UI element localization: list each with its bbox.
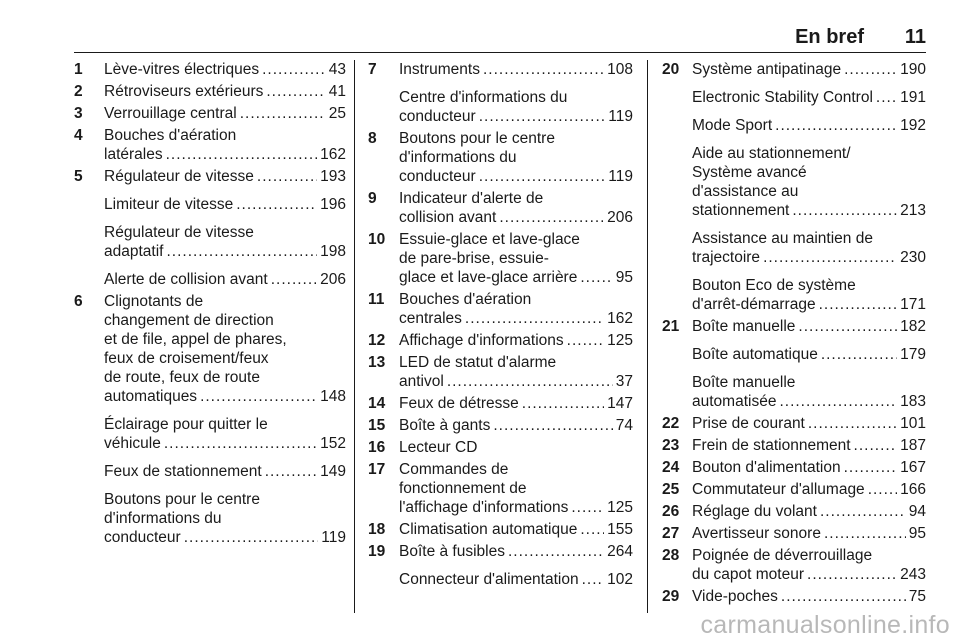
entry-text: Commutateur d'allumage — [692, 481, 865, 498]
dot-leader — [580, 520, 604, 539]
entry-text: Rétroviseurs extérieurs — [104, 83, 264, 100]
index-entry — [74, 60, 346, 79]
page-reference: 162 — [320, 146, 346, 163]
dot-leader — [483, 60, 604, 79]
index-entry — [368, 394, 633, 413]
index-entry — [368, 290, 633, 328]
entry-text: stationnement — [692, 202, 790, 219]
entry-text: LED de statut d'alarme — [399, 354, 557, 371]
index-entry — [368, 416, 633, 435]
entry-text: Mode Sport — [692, 117, 773, 134]
dot-leader — [580, 268, 612, 287]
entry-text: automatisée — [692, 393, 777, 410]
entry-text: latérales — [104, 146, 163, 163]
dot-leader — [257, 167, 317, 186]
entry-text: collision avant — [399, 209, 497, 226]
entry-text: Boîte à gants — [399, 417, 491, 434]
entry-text: Boîte à fusibles — [399, 543, 505, 560]
entry-text: et de file, appel de phares, — [104, 331, 287, 348]
dot-leader — [240, 104, 326, 123]
index-entry — [368, 230, 633, 287]
entry-text: Verrouillage central — [104, 105, 237, 122]
item-number: 25 — [662, 481, 680, 498]
item-number: 27 — [662, 525, 680, 542]
page-reference: 148 — [320, 388, 346, 405]
entry-text: glace et lave-glace arrière — [399, 269, 578, 286]
item-number: 29 — [662, 588, 680, 605]
index-entry — [662, 60, 926, 79]
dot-leader — [567, 331, 604, 350]
entry-text: Poignée de déverrouillage — [692, 547, 873, 564]
entry-text: Avertisseur sonore — [692, 525, 821, 542]
header-rule — [74, 52, 926, 53]
entry-text: Bouches d'aération — [104, 127, 237, 144]
page-reference: 43 — [328, 61, 346, 78]
page-reference: 155 — [607, 521, 633, 538]
index-entry — [368, 542, 633, 561]
index-entry — [662, 524, 926, 543]
dot-leader — [808, 414, 897, 433]
index-entry — [74, 82, 346, 101]
entry-text: Boutons pour le centre — [399, 130, 555, 147]
dot-leader — [854, 436, 898, 455]
dot-leader — [582, 570, 605, 589]
item-number: 21 — [662, 318, 680, 335]
item-number: 3 — [74, 105, 83, 122]
page-reference: 171 — [900, 296, 926, 313]
entry-text: de route, feux de route — [104, 369, 260, 386]
dot-leader — [868, 480, 897, 499]
dot-leader — [779, 392, 897, 411]
entry-text: conducteur — [399, 108, 476, 125]
entry-text: Affichage d'informations — [399, 332, 564, 349]
dot-leader — [798, 317, 897, 336]
page-reference: 213 — [900, 202, 926, 219]
index-entry — [662, 587, 926, 606]
page-reference: 198 — [320, 243, 346, 260]
watermark: carmanualsonline.info — [700, 611, 950, 639]
index-entry — [662, 317, 926, 336]
item-number: 11 — [368, 291, 385, 308]
entry-text: Bouches d'aération — [399, 291, 532, 308]
entry-text: véhicule — [104, 435, 161, 452]
entry-text: Système antipatinage — [692, 61, 842, 78]
index-entry — [662, 458, 926, 477]
index-entry — [368, 520, 633, 539]
index-entry — [662, 144, 926, 220]
entry-text: d'assistance au — [692, 183, 799, 200]
entry-text: Bouton Eco de système — [692, 277, 856, 294]
page-reference: 206 — [320, 271, 346, 288]
page-reference: 152 — [320, 435, 346, 452]
index-column-1 — [74, 60, 346, 547]
entry-text: de pare-brise, essuie- — [399, 250, 549, 267]
entry-text: Lève-vitres électriques — [104, 61, 260, 78]
dot-leader — [763, 248, 897, 267]
page-reference: 179 — [900, 346, 926, 363]
entry-text: centrales — [399, 310, 462, 327]
page-reference: 25 — [328, 105, 346, 122]
page-reference: 102 — [607, 571, 633, 588]
entry-text: Essuie-glace et lave-glace — [399, 231, 580, 248]
entry-text: changement de direction — [104, 312, 274, 329]
entry-text: trajectoire — [692, 249, 761, 266]
index-entry — [368, 129, 633, 186]
dot-leader — [479, 167, 606, 186]
entry-text: feux de croisement/feux — [104, 350, 269, 367]
page-reference: 162 — [607, 310, 633, 327]
page-reference: 182 — [900, 318, 926, 335]
index-entry — [662, 116, 926, 135]
index-entry — [74, 126, 346, 164]
dot-leader — [807, 565, 897, 584]
entry-text: conducteur — [399, 168, 476, 185]
page-title: En bref — [795, 26, 864, 48]
entry-text: d'informations du — [399, 149, 517, 166]
dot-leader — [820, 502, 906, 521]
dot-leader — [819, 295, 898, 314]
dot-leader — [262, 60, 326, 79]
index-entry — [662, 546, 926, 584]
index-entry — [74, 167, 346, 186]
index-entry — [74, 490, 346, 547]
entry-text: antivol — [399, 373, 444, 390]
dot-leader — [465, 309, 604, 328]
page-reference: 119 — [608, 108, 633, 125]
item-number: 16 — [368, 439, 386, 456]
page-reference: 108 — [607, 61, 633, 78]
entry-text: l'affichage d'informations — [399, 499, 569, 516]
index-entry — [74, 223, 346, 261]
index-entry — [74, 195, 346, 214]
dot-leader — [508, 542, 604, 561]
dot-leader — [166, 145, 318, 164]
page-reference: 190 — [900, 61, 926, 78]
entry-text: Réglage du volant — [692, 503, 817, 520]
entry-text: Limiteur de vitesse — [104, 196, 234, 213]
page-reference: 191 — [900, 89, 926, 106]
entry-text: Electronic Stability Control — [692, 89, 873, 106]
entry-text: d'arrêt-démarrage — [692, 296, 816, 313]
entry-text: automatiques — [104, 388, 198, 405]
entry-text: Indicateur d'alerte de — [399, 190, 544, 207]
item-number: 22 — [662, 415, 680, 432]
item-number: 20 — [662, 61, 680, 78]
index-entry — [368, 570, 633, 589]
entry-text: adaptatif — [104, 243, 164, 260]
item-number: 26 — [662, 503, 680, 520]
item-number: 9 — [368, 190, 377, 207]
column-divider — [647, 60, 648, 613]
page-reference: 264 — [607, 543, 633, 560]
item-number: 2 — [74, 83, 83, 100]
dot-leader — [775, 116, 897, 135]
index-entry — [368, 189, 633, 227]
index-entry — [662, 345, 926, 364]
entry-text: du capot moteur — [692, 566, 805, 583]
dot-leader — [493, 416, 612, 435]
page-reference: 243 — [900, 566, 926, 583]
entry-text: Régulateur de vitesse — [104, 224, 254, 241]
entry-text: Boutons pour le centre — [104, 491, 260, 508]
page-reference: 192 — [900, 117, 926, 134]
dot-leader — [824, 524, 906, 543]
index-column-2 — [368, 60, 633, 589]
page-reference: 95 — [908, 525, 926, 542]
index-entry — [74, 104, 346, 123]
page-reference: 74 — [615, 417, 633, 434]
dot-leader — [781, 587, 906, 606]
item-number: 17 — [368, 461, 386, 478]
page-reference: 75 — [908, 588, 926, 605]
dot-leader — [499, 208, 604, 227]
dot-leader — [792, 201, 897, 220]
dot-leader — [236, 195, 317, 214]
dot-leader — [266, 82, 325, 101]
item-number: 12 — [368, 332, 386, 349]
item-number: 18 — [368, 521, 386, 538]
item-number: 28 — [662, 547, 680, 564]
page-reference: 230 — [900, 249, 926, 266]
item-number: 13 — [368, 354, 386, 371]
dot-leader — [821, 345, 897, 364]
dot-leader — [166, 242, 317, 261]
page-reference: 166 — [900, 481, 926, 498]
page-reference: 119 — [608, 168, 633, 185]
index-entry — [662, 502, 926, 521]
entry-text: Centre d'informations du — [399, 89, 568, 106]
page-reference: 187 — [900, 437, 926, 454]
dot-leader — [479, 107, 606, 126]
index-entry — [368, 460, 633, 517]
page-reference: 196 — [320, 196, 346, 213]
index-entry — [368, 331, 633, 350]
page-reference: 193 — [320, 168, 346, 185]
dot-leader — [844, 458, 898, 477]
index-entry — [368, 353, 633, 391]
page-reference: 95 — [615, 269, 633, 286]
entry-text: Système avancé — [692, 164, 807, 181]
index-entry — [74, 462, 346, 481]
entry-text: Boîte automatique — [692, 346, 818, 363]
index-entry — [662, 229, 926, 267]
index-entry — [368, 60, 633, 79]
entry-text: Boîte manuelle — [692, 374, 796, 391]
entry-text: Régulateur de vitesse — [104, 168, 254, 185]
item-number: 23 — [662, 437, 680, 454]
item-number: 10 — [368, 231, 386, 248]
page-reference: 101 — [900, 415, 926, 432]
entry-text: fonctionnement de — [399, 480, 527, 497]
page-reference: 147 — [607, 395, 633, 412]
entry-text: Vide-poches — [692, 588, 778, 605]
page-reference: 167 — [900, 459, 926, 476]
entry-text: Lecteur CD — [399, 439, 478, 456]
page-header — [74, 26, 926, 52]
item-number: 1 — [74, 61, 83, 78]
index-entry — [662, 480, 926, 499]
entry-text: d'informations du — [104, 510, 222, 527]
entry-text: Climatisation automatique — [399, 521, 578, 538]
entry-text: Feux de stationnement — [104, 463, 262, 480]
entry-text: Alerte de collision avant — [104, 271, 268, 288]
index-entry — [662, 88, 926, 107]
entry-text: Bouton d'alimentation — [692, 459, 841, 476]
entry-text: Feux de détresse — [399, 395, 519, 412]
index-entry — [662, 276, 926, 314]
entry-text: conducteur — [104, 529, 181, 546]
page-reference: 119 — [321, 529, 346, 546]
page-number: 11 — [904, 26, 926, 48]
index-entry — [662, 436, 926, 455]
dot-leader — [522, 394, 604, 413]
dot-leader — [265, 462, 317, 481]
page-reference: 125 — [607, 499, 633, 516]
page-reference: 206 — [607, 209, 633, 226]
entry-text: Boîte manuelle — [692, 318, 796, 335]
dot-leader — [200, 387, 317, 406]
dot-leader — [271, 270, 317, 289]
entry-text: Commandes de — [399, 461, 509, 478]
page-reference: 41 — [328, 83, 346, 100]
index-entry — [662, 414, 926, 433]
page-reference: 125 — [607, 332, 633, 349]
item-number: 15 — [368, 417, 386, 434]
index-entry — [74, 270, 346, 289]
index-entry — [74, 415, 346, 453]
index-entry — [662, 373, 926, 411]
dot-leader — [571, 498, 604, 517]
item-number: 4 — [74, 127, 83, 144]
dot-leader — [184, 528, 319, 547]
entry-text: Assistance au maintien de — [692, 230, 873, 247]
dot-leader — [876, 88, 897, 107]
item-number: 14 — [368, 395, 386, 412]
item-number: 24 — [662, 459, 680, 476]
entry-text: Aide au stationnement/ — [692, 145, 851, 162]
item-number: 8 — [368, 130, 377, 147]
page-reference: 94 — [908, 503, 926, 520]
dot-leader — [844, 60, 897, 79]
entry-text: Éclairage pour quitter le — [104, 416, 268, 433]
item-number: 6 — [74, 293, 83, 310]
index-entry — [368, 88, 633, 126]
page-reference: 183 — [900, 393, 926, 410]
item-number: 5 — [74, 168, 83, 185]
page-reference: 37 — [615, 373, 633, 390]
entry-text: Instruments — [399, 61, 480, 78]
entry-text: Prise de courant — [692, 415, 805, 432]
entry-text: Frein de stationnement — [692, 437, 851, 454]
entry-text: Clignotants de — [104, 293, 204, 310]
page-reference: 149 — [320, 463, 346, 480]
entry-text: Connecteur d'alimentation — [399, 571, 579, 588]
item-number: 19 — [368, 543, 386, 560]
column-divider — [354, 60, 355, 613]
dot-leader — [447, 372, 613, 391]
index-entry — [74, 292, 346, 406]
item-number: 7 — [368, 61, 377, 78]
index-column-3 — [662, 60, 926, 606]
dot-leader — [164, 434, 317, 453]
index-entry — [368, 438, 633, 457]
